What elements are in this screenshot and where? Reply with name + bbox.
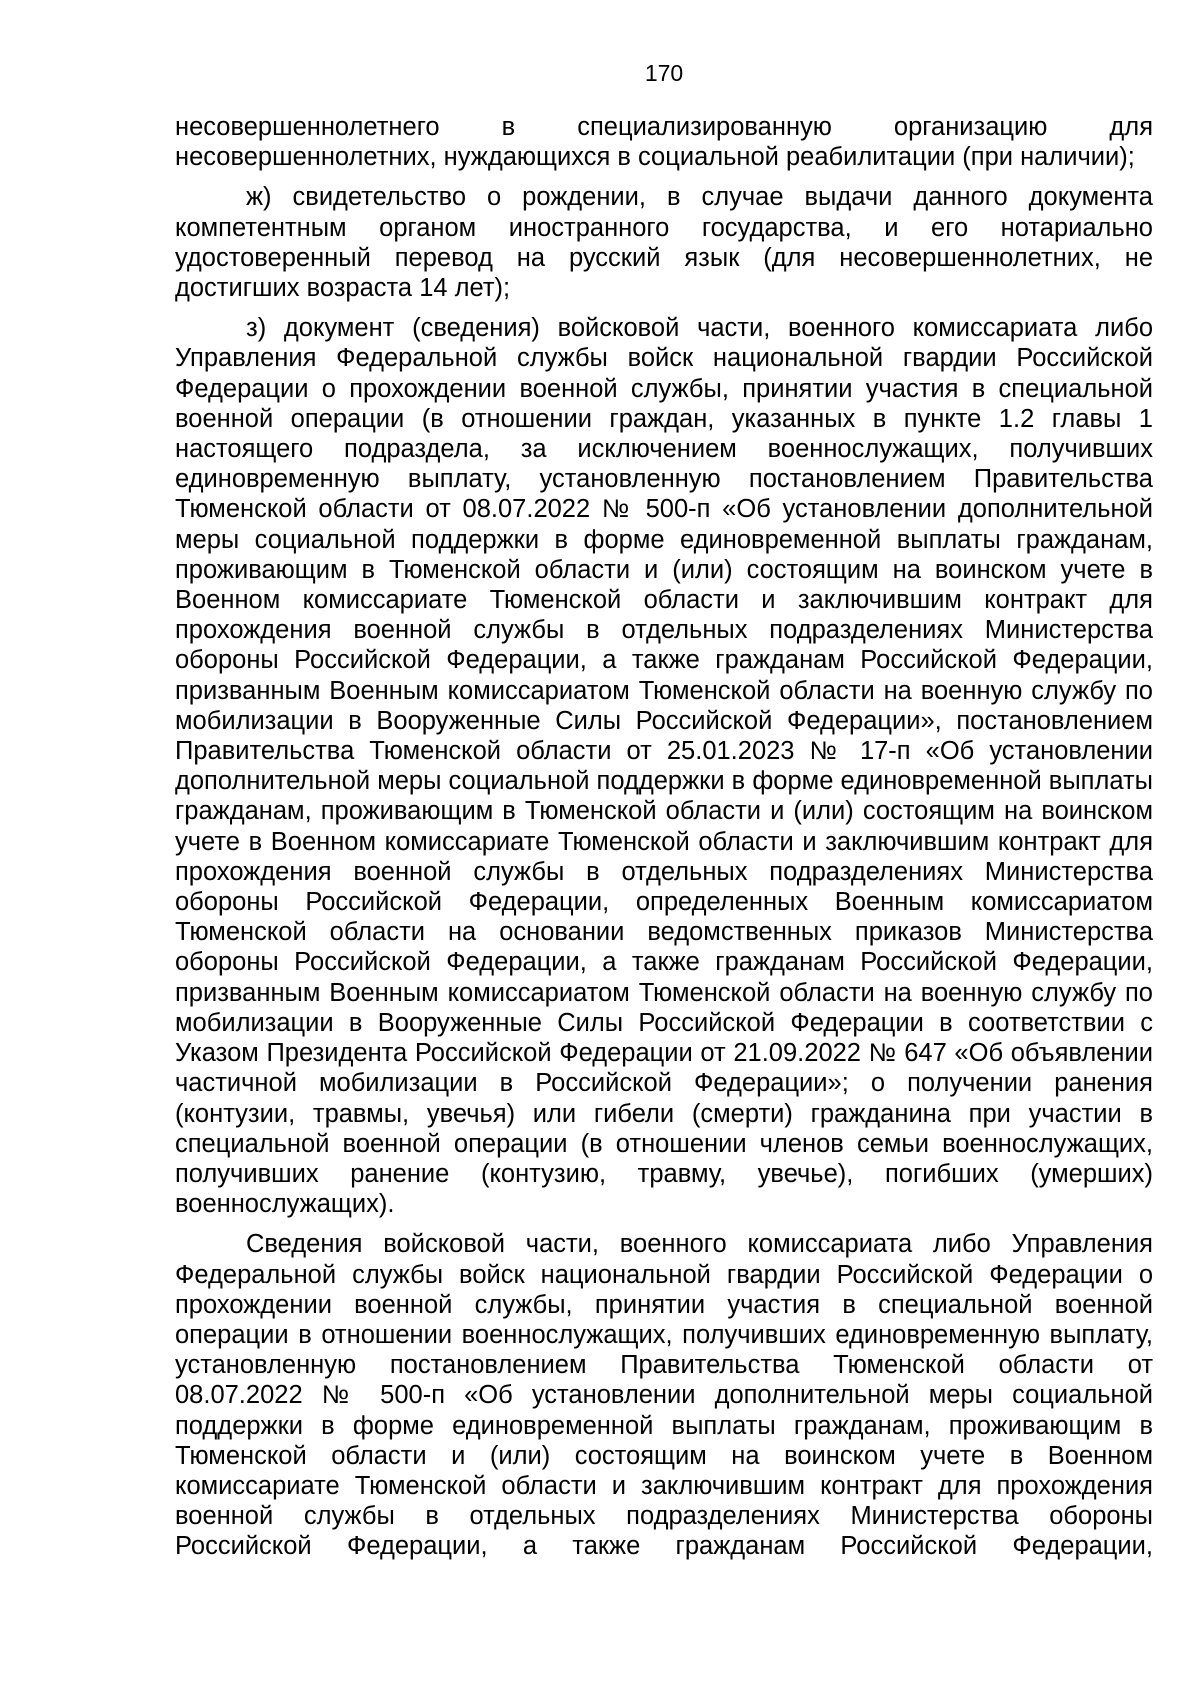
paragraph-item-z: з) документ (сведения) войсковой части, военного комиссариата либо Управления Федеральной службы войск национальной гвардии Российской Федерации о прохождении военной службы, принятии участия в специальной военной операции (в отношении граждан, указанных в пункте 1.2 главы 1 настоящего подраздела, за исключением военнослужащих, получивших единовременную выплату, установленную постановлением Правительства Тюменской области от 08.07.2022 № 500-п «Об установлении дополнительной меры социальной поддержки в форме единовременной выплаты гражданам, проживающим в Тюменской области и (или) состоящим на воинском учете в Военном комиссариате Тюменской области и заключившим контракт для прохождения военной службы в отдельных подразделениях Министерства обороны Российской Федерации, а также гражданам Российской Федерации, призванным Военным комиссариатом Тюменской области на военную службу по мобилизации в Вооруженные Силы Российской Федерации», постановлением Правительства Тюменской области от 25.01.2023 № 17-п «Об установлении дополнительной меры социальной поддержки в форме единовременной выплаты гражданам, проживающим в Тюменской области и (или) состоящим на воинском учете в Военном комиссариате Тюменской области и заключившим контракт для прохождения военной службы в отдельных подразделениях Министерства обороны Российской Федерации, определенных Военным комиссариатом Тюменской области на основании ведомственных приказов Министерства обороны Российской Федерации, а также гражданам Российской Федерации, призванным Военным комиссариатом Тюменской области на военную службу по мобилизации в Вооруженные Силы Российской Федерации в соответствии с Указом Президента Российской Федерации от 21.09.2022 № 647 «Об объявлении частичной мобилизации в Российской Федерации»; о получении ранения (контузии, травмы, увечья) или гибели (смерти) гражданина при участии в специальной военной операции (в отношении членов семьи военнослужащих, получивших ранение (контузию, травму, увечье), погибших (умерших) военнослужащих). xyxy=(175,314,1153,1219)
document-page xyxy=(175,58,1153,1572)
paragraph-military-info: Сведения войсковой части, военного комиссариата либо Управления Федеральной службы войск национальной гвардии Российской Федерации о прохождении военной службы, принятии участия в специальной военной операции в отношении военнослужащих, получивших единовременную выплату, установленную постановлением Правительства Тюменской области от 08.07.2022 № 500-п «Об установлении дополнительной меры социальной поддержки в форме единовременной выплаты гражданам, проживающим в Тюменской области и (или) состоящим на воинском учете в Военном комиссариате Тюменской области и заключившим контракт для прохождения военной службы в отдельных подразделениях Министерства обороны Российской Федерации, а также гражданам Российской Федерации, xyxy=(175,1230,1153,1561)
paragraph-continuation: несовершеннолетнего в специализированную организацию для несовершеннолетних, нуждающихся в социальной реабилитации (при наличии); xyxy=(175,113,1153,172)
page-number: 170 xyxy=(644,60,684,86)
paragraph-item-zh: ж) свидетельство о рождении, в случае выдачи данного документа компетентным органом иностранного государства, и его нотариально удостоверенный перевод на русский язык (для несовершеннолетних, не достигших возраста 14 лет); xyxy=(175,183,1153,303)
